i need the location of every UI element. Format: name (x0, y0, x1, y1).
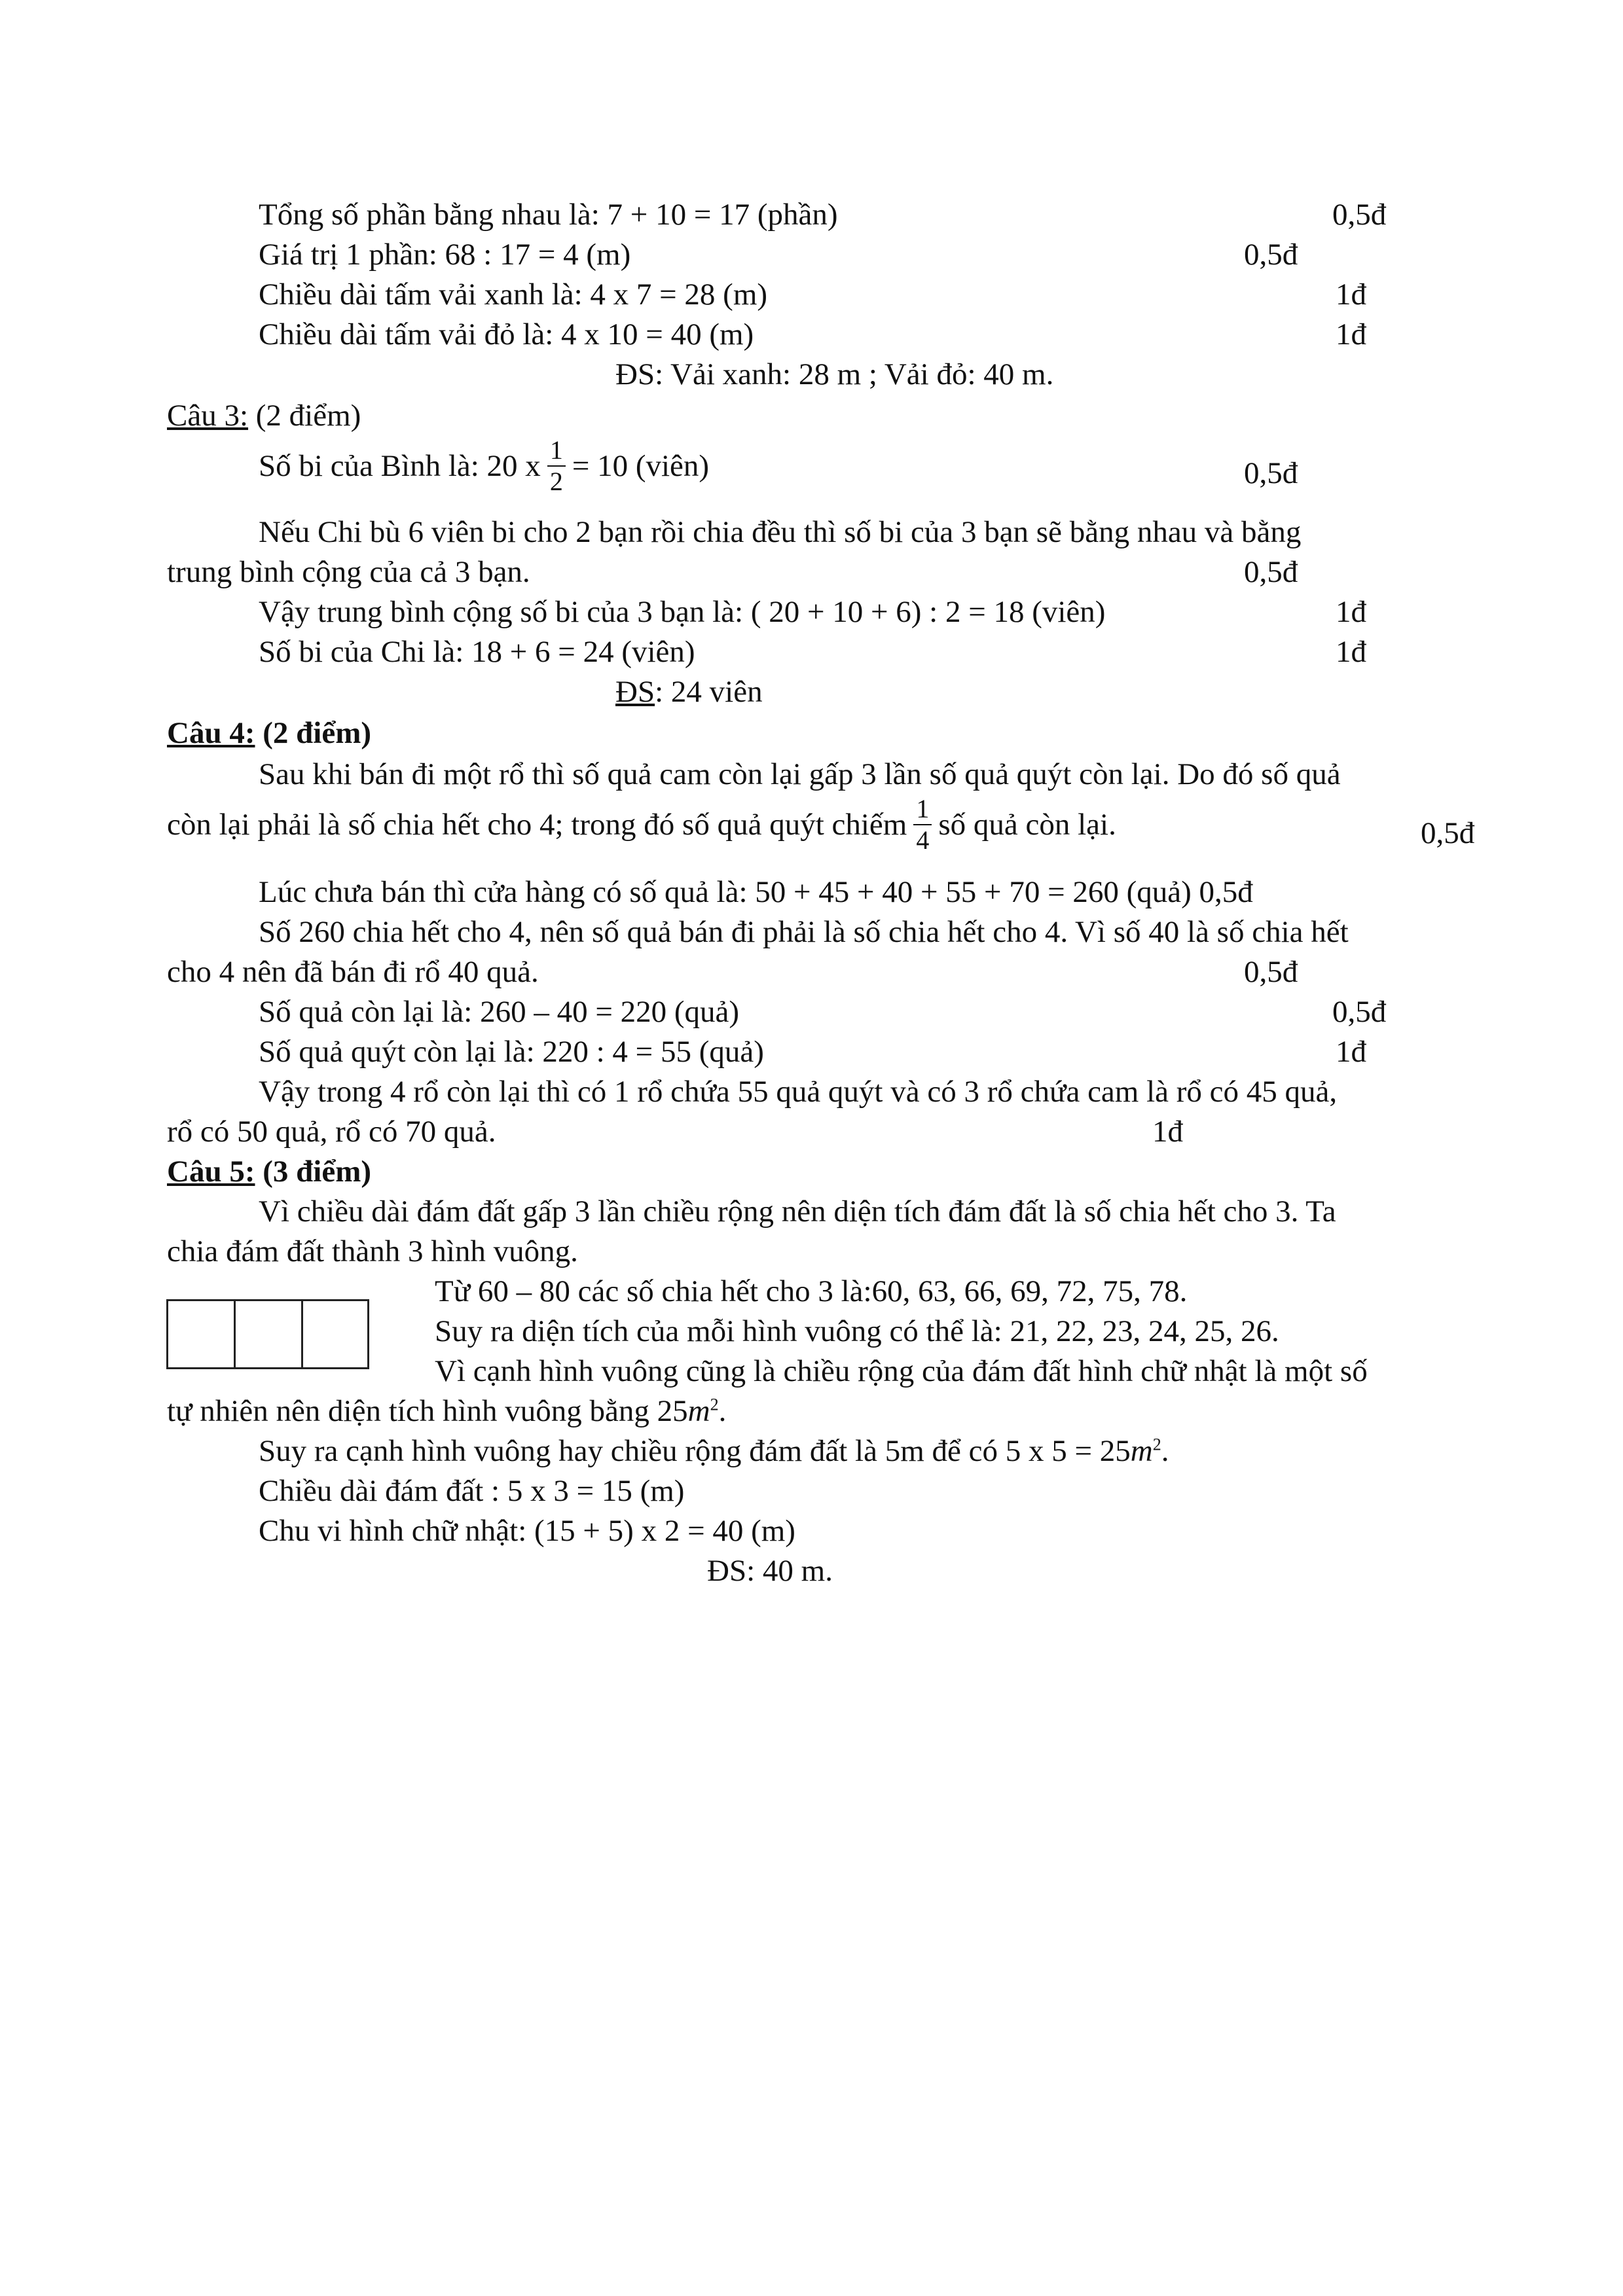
line-multiples-of-3: Từ 60 – 80 các số chia hết cho 3 là:60, 63, 66, 69, 72, 75, 78. (435, 1274, 1188, 1308)
line-total-fruit: Lúc chưa bán thì cửa hàng có số quả là: 50 + 45 + 40 + 55 + 70 = 260 (quả) 0,5đ (259, 875, 1253, 909)
line-width-5m: Suy ra cạnh hình vuông hay chiều rộng đám đất là 5m để có 5 x $5 = 25m^2$. (259, 1434, 1169, 1468)
three-squares-figure (166, 1299, 369, 1371)
line-divisible-by-4: còn lại phải là số chia hết cho 4; trong đó số quả quýt chiếm $\frac{1}{4}$ số quả còn lại. (167, 794, 1116, 855)
score-mark: 0,5đ (1244, 456, 1298, 490)
line-chi-gives: Nếu Chi bù 6 viên bi cho 2 bạn rồi chia đều thì số bi của 3 bạn sẽ bằng nhau và bằng (259, 515, 1302, 549)
figure-right-edge (367, 1299, 369, 1369)
figure-bottom-edge (166, 1367, 369, 1369)
figure-top-edge (166, 1299, 369, 1301)
line-sold-basket: cho 4 nên đã bán đi rổ 40 quả. (167, 955, 539, 989)
line-baskets-conclusion: Vậy trong 4 rổ còn lại thì có 1 rổ chứa 55 quả quýt và có 3 rổ chứa cam là rổ có 45 quả, (259, 1075, 1338, 1109)
line-red-cloth: Chiều dài tấm vải đỏ là: 4 x 10 = 40 (m) (259, 317, 754, 351)
score-mark: 1đ (1336, 317, 1366, 351)
score-mark: 0,5đ (1244, 238, 1298, 272)
score-mark: 1đ (1152, 1115, 1183, 1149)
answer-line: ĐS: 40 m. (707, 1554, 833, 1588)
line-length-triple: Vì chiều dài đám đất gấp 3 lần chiều rộng nên diện tích đám đất là số chia hết cho 3. Ta (259, 1194, 1336, 1229)
line-binh-marbles: Số bi của Bình là: 20 x $\frac{1}{2}$ = 10 (viên) (259, 435, 710, 496)
line-chi-marbles: Số bi của Chi là: 18 + 6 = 24 (viên) (259, 635, 695, 669)
question-3-heading: Câu 3: (2 điểm) (167, 399, 361, 433)
question-4-heading: Câu 4: (2 điểm) (167, 716, 371, 750)
line-square-areas: Suy ra diện tích của mỗi hình vuông có thể là: 21, 22, 23, 24, 25, 26. (435, 1314, 1279, 1348)
score-mark: 0,5đ (1332, 198, 1387, 232)
score-mark: 1đ (1336, 1035, 1366, 1069)
line-square-area-25: tự nhiên nên diện tích hình vuông bằng $25m^2$. (167, 1394, 727, 1428)
line-average: trung bình cộng của cả 3 bạn. (167, 555, 530, 589)
line-baskets-list: rổ có 50 quả, rổ có 70 quả. (167, 1115, 496, 1149)
score-mark: 0,5đ (1244, 555, 1298, 589)
line-perimeter: Chu vi hình chữ nhật: (15 + 5) x 2 = 40 (m) (259, 1514, 795, 1548)
score-mark: 0,5đ (1332, 995, 1387, 1029)
score-mark: 1đ (1336, 595, 1366, 629)
line-after-selling: Sau khi bán đi một rổ thì số quả cam còn lại gấp 3 lần số quả quýt còn lại. Do đó số quả (259, 757, 1341, 791)
fraction: $\frac{1}{4}$ (913, 796, 932, 853)
line-one-part-value: Giá trị 1 phần: 68 : 17 = 4 (m) (259, 238, 631, 272)
line-remaining-tangerines: Số quả quýt còn lại là: 220 : 4 = 55 (quả) (259, 1035, 764, 1069)
question-5-heading: Câu 5: (3 điểm) (167, 1155, 371, 1189)
line-average-calc: Vậy trung bình cộng số bi của 3 bạn là: ( 20 + 10 + 6) : 2 = 18 (viên) (259, 595, 1106, 629)
answer-line: ĐS: 24 viên (615, 675, 763, 709)
line-total-parts: Tổng số phần bằng nhau là: 7 + 10 = 17 (phần) (259, 198, 838, 232)
figure-divider (301, 1299, 303, 1369)
figure-left-edge (166, 1299, 168, 1369)
line-blue-cloth: Chiều dài tấm vải xanh là: 4 x 7 = 28 (m) (259, 278, 768, 312)
score-mark: 1đ (1336, 278, 1366, 312)
line-split-squares: chia đám đất thành 3 hình vuông. (167, 1234, 578, 1268)
score-mark: 0,5đ (1421, 816, 1475, 850)
answer-line: ĐS: Vải xanh: 28 m ; Vải đỏ: 40 m. (615, 357, 1054, 391)
line-260-divisible: Số 260 chia hết cho 4, nên số quả bán đi phải là số chia hết cho 4. Vì số 40 là số chia hết (259, 915, 1349, 949)
line-remaining-fruit: Số quả còn lại là: 260 – 40 = 220 (quả) (259, 995, 739, 1029)
figure-divider (234, 1299, 236, 1369)
line-square-side: Vì cạnh hình vuông cũng là chiều rộng của đám đất hình chữ nhật là một số (435, 1354, 1368, 1388)
score-mark: 0,5đ (1244, 955, 1298, 989)
score-mark: 1đ (1336, 635, 1366, 669)
line-length-15m: Chiều dài đám đất : 5 x 3 = 15 (m) (259, 1474, 685, 1508)
fraction: $\frac{1}{2}$ (547, 437, 566, 495)
